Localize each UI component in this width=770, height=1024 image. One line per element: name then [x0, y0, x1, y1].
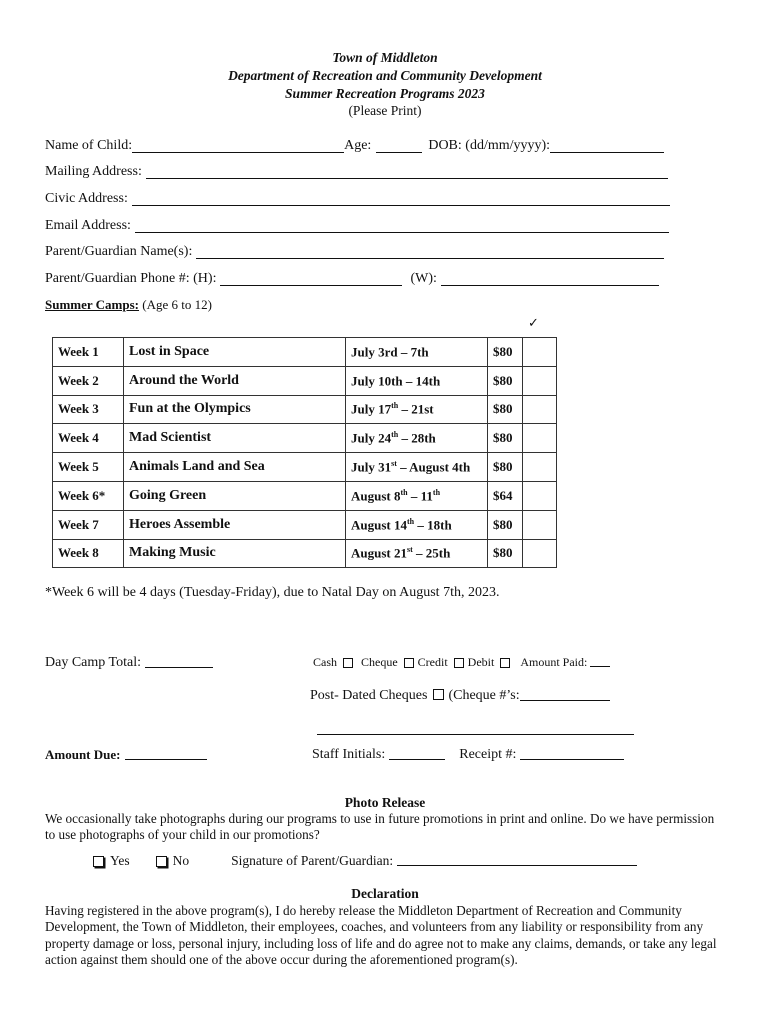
week-row: [53, 539, 557, 568]
week-select-box[interactable]: [523, 338, 557, 367]
week-row: [53, 395, 557, 424]
week-date-start-suffix: th: [407, 516, 415, 526]
mailing-input[interactable]: [146, 164, 668, 179]
receipt-label: Receipt #:: [459, 747, 517, 762]
guardian-phone-h-input[interactable]: [220, 271, 402, 286]
no-checkbox[interactable]: [156, 856, 167, 867]
summer-camps-heading-row: [45, 297, 212, 313]
week-theme: Going Green: [124, 481, 346, 510]
week-dates: [346, 366, 488, 395]
cheque-numbers-input[interactable]: [520, 686, 610, 701]
week-price: $80: [488, 366, 523, 395]
yes-label: Yes: [110, 853, 130, 868]
debit-label: Debit: [467, 655, 495, 669]
week-dates: [346, 338, 488, 367]
credit-checkbox[interactable]: [454, 658, 464, 668]
guardian-phone-h-label: Parent/Guardian Phone #: (H):: [45, 271, 217, 286]
week-select-box[interactable]: [523, 395, 557, 424]
credit-label: Credit: [417, 655, 448, 669]
week-theme: Lost in Space: [124, 338, 346, 367]
receipt-input[interactable]: [520, 745, 624, 760]
age-input[interactable]: [376, 138, 422, 153]
week-theme: Heroes Assemble: [124, 510, 346, 539]
week-row: [53, 424, 557, 453]
check-column-icon: ✓: [528, 315, 539, 330]
staff-row: [312, 745, 624, 763]
cheque-label: Cheque: [361, 655, 398, 669]
week-date-start: July 3rd – 7th: [351, 344, 429, 360]
dob-input[interactable]: [550, 138, 664, 153]
town-title: Town of Middleton: [332, 50, 438, 65]
week-date-end: – August 4th: [396, 459, 471, 475]
declaration-title: Declaration: [351, 886, 419, 901]
program-title: Summer Recreation Programs 2023: [285, 86, 485, 101]
post-dated-checkbox[interactable]: [433, 689, 444, 700]
week-theme: Fun at the Olympics: [124, 395, 346, 424]
department-title: Department of Recreation and Community Development: [228, 68, 542, 83]
week-dates: [346, 395, 488, 424]
amount-due-row: [45, 745, 207, 763]
week-label: Week 6*: [53, 481, 124, 510]
week-date-end-suffix: th: [432, 487, 441, 497]
cheque-checkbox[interactable]: [404, 658, 414, 668]
child-name-input[interactable]: [132, 138, 344, 153]
guardian-phone-row: [45, 269, 659, 289]
week-label: Week 1: [53, 338, 124, 367]
amount-due-label: Amount Due:: [45, 747, 121, 762]
guardian-signature-label: Signature of Parent/Guardian:: [231, 853, 394, 868]
child-name-label: Name of Child:: [45, 138, 133, 153]
dob-label: DOB: (dd/mm/yyyy):: [428, 138, 551, 153]
guardian-phone-w-input[interactable]: [441, 271, 659, 286]
week-label: Week 7: [53, 510, 124, 539]
week-date-end: – 28th: [398, 430, 436, 446]
week-theme: Animals Land and Sea: [124, 453, 346, 482]
week-price: $80: [488, 539, 523, 568]
week-price: $80: [488, 424, 523, 453]
week-date-start-suffix: st: [391, 458, 397, 468]
week-row: [53, 481, 557, 510]
week-select-box[interactable]: [523, 481, 557, 510]
week-theme: Around the World: [124, 366, 346, 395]
week-row: [53, 366, 557, 395]
week-dates: [346, 539, 488, 568]
amount-paid-label: Amount Paid:: [520, 655, 588, 669]
week-label: Week 8: [53, 539, 124, 568]
week-row: [53, 510, 557, 539]
signature-line[interactable]: [317, 734, 634, 735]
week6-footnote: *Week 6 will be 4 days (Tuesday-Friday), due to Natal Day on August 7th, 2023.: [45, 585, 500, 600]
week-row: [53, 453, 557, 482]
week-date-start-suffix: st: [407, 545, 413, 555]
week-dates: [346, 453, 488, 482]
child-info-row: [45, 136, 664, 156]
photo-release-title: Photo Release: [344, 795, 426, 810]
week-label: Week 4: [53, 424, 124, 453]
email-row: [45, 216, 669, 236]
cash-checkbox[interactable]: [343, 658, 353, 668]
print-instruction: (Please Print): [348, 103, 422, 118]
payment-method-row: [313, 655, 610, 670]
week-price: $80: [488, 395, 523, 424]
week-date-start: July 31: [351, 459, 392, 475]
week-select-box[interactable]: [523, 453, 557, 482]
week-select-box[interactable]: [523, 366, 557, 395]
guardian-signature-input[interactable]: [397, 853, 637, 866]
week-label: Week 2: [53, 366, 124, 395]
age-range: (Age 6 to 12): [142, 297, 212, 312]
civic-label: Civic Address:: [45, 191, 128, 206]
week-label: Week 5: [53, 453, 124, 482]
civic-row: [45, 189, 670, 209]
week-select-box[interactable]: [523, 424, 557, 453]
week-date-start: July 24: [351, 430, 392, 446]
staff-initials-input[interactable]: [389, 745, 445, 760]
week-date-start: July 10th – 14th: [351, 372, 441, 388]
week-theme: Mad Scientist: [124, 424, 346, 453]
civic-input[interactable]: [132, 191, 670, 206]
week-date-start: July 17: [351, 401, 392, 417]
week-dates: [346, 481, 488, 510]
week-date-start-suffix: th: [391, 401, 399, 411]
week-date-start: August 8: [351, 488, 401, 504]
week-date-end: – 11: [407, 488, 433, 504]
email-input[interactable]: [135, 218, 669, 233]
week-dates: [346, 424, 488, 453]
summer-camps-heading: Summer Camps:: [45, 297, 140, 312]
week-price: $80: [488, 453, 523, 482]
cash-label: Cash: [313, 655, 337, 669]
amount-due-input[interactable]: [125, 745, 207, 760]
week-date-end: – 18th: [414, 516, 452, 532]
week-date-start-suffix: th: [400, 487, 408, 497]
week-date-end: – 25th: [412, 545, 451, 561]
amount-paid-input[interactable]: [590, 656, 610, 667]
week-dates: [346, 510, 488, 539]
guardian-name-input[interactable]: [196, 244, 664, 259]
week-select-box[interactable]: [523, 510, 557, 539]
week-date-start: August 21: [351, 545, 407, 561]
week-price: $64: [488, 481, 523, 510]
week-price: $80: [488, 338, 523, 367]
email-label: Email Address:: [45, 218, 131, 233]
debit-checkbox[interactable]: [500, 658, 510, 668]
week-date-end: – 21st: [398, 401, 434, 417]
day-camp-total-input[interactable]: [145, 653, 213, 668]
mailing-row: [45, 162, 668, 182]
week-date-start-suffix: th: [391, 430, 399, 440]
guardian-phone-w-label: (W):: [410, 271, 437, 286]
week-theme: Making Music: [124, 539, 346, 568]
day-camp-total-row: [45, 653, 213, 671]
mailing-label: Mailing Address:: [45, 164, 142, 179]
no-label: No: [172, 853, 190, 868]
week-price: $80: [488, 510, 523, 539]
week-row: [53, 338, 557, 367]
camp-weeks-table: [52, 337, 557, 568]
guardian-name-row: [45, 242, 664, 262]
cheque-numbers-label: (Cheque #’s:: [448, 688, 520, 703]
day-camp-total-label: Day Camp Total:: [45, 655, 141, 670]
week-label: Week 3: [53, 395, 124, 424]
week-date-start: August 14: [351, 516, 407, 532]
yes-checkbox[interactable]: [93, 856, 104, 867]
declaration-text: Having registered in the above program(s), I do hereby release the Middleton Department of Recreation and Community Development, the Town of Middleton, their employees, coaches, and volunteers from any liability or responsibility from any property damage or loss, personal injury, including loss of life and do agree not to make any claims, demands, or take any legal action against them should one of the above occur during the aforementioned program(s).: [45, 903, 717, 967]
post-dated-label: Post- Dated Cheques: [310, 688, 428, 703]
photo-consent-row: [93, 853, 637, 869]
week-select-box[interactable]: [523, 539, 557, 568]
staff-initials-label: Staff Initials:: [312, 747, 386, 762]
guardian-name-label: Parent/Guardian Name(s):: [45, 244, 193, 259]
post-dated-row: [310, 686, 610, 704]
age-label: Age:: [344, 138, 372, 153]
photo-release-text: We occasionally take photographs during our programs to use in future promotions in print and online. Do we have permission to use photographs of your child in our promotions?: [45, 811, 715, 843]
